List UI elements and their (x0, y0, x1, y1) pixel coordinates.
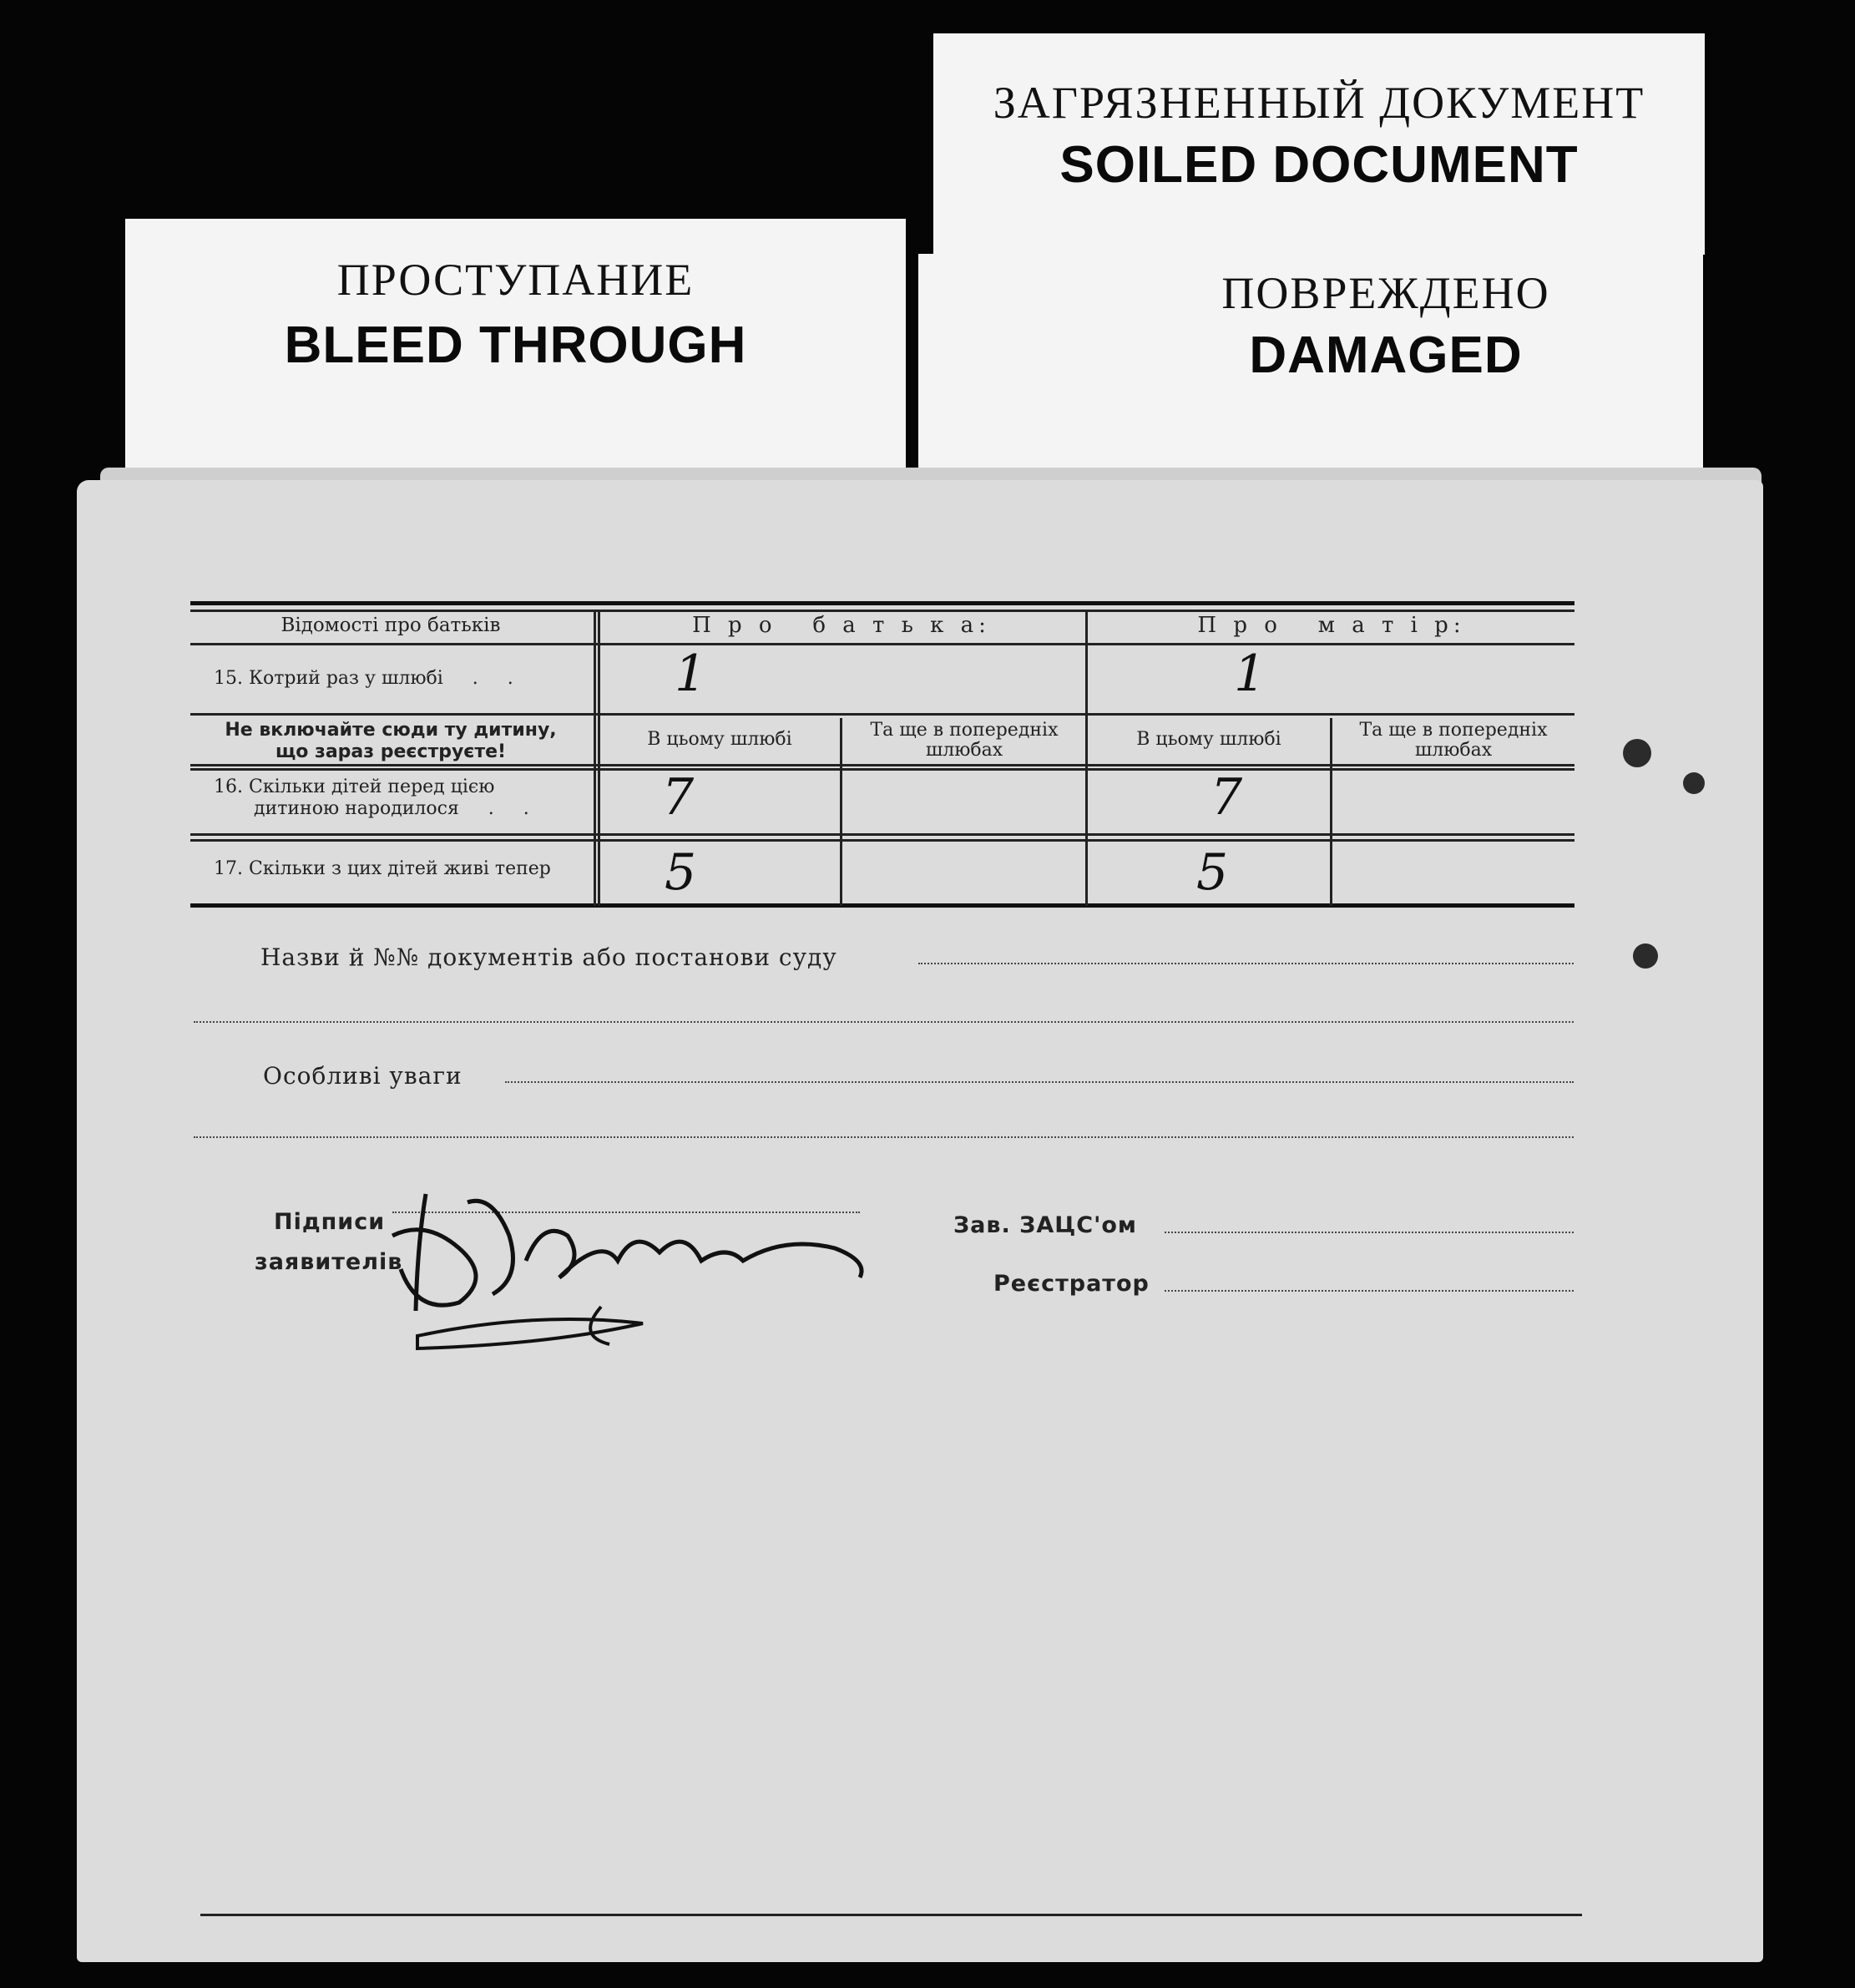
bleed-through-target (125, 219, 906, 494)
row16-label-line1: 16. Скільки дітей перед цією (214, 776, 495, 797)
documents-label: Назви й №№ документів або постанови суду (260, 943, 837, 971)
row17-label: 17. Скільки з цих дітей живі тепер (214, 858, 551, 879)
row16-mother-value: 7 (1211, 768, 1243, 827)
header-label: Відомості про батьків (281, 615, 501, 636)
handwritten-signature (367, 1169, 885, 1361)
mother-header: П р о м а т і р: (1197, 613, 1466, 638)
row17-mother-value: 5 (1196, 843, 1229, 902)
documents-line-2 (194, 1020, 1574, 1023)
damaged-en-text: DAMAGED (1249, 326, 1523, 384)
row15-label: 15. Котрий раз у шлюбі . . (214, 668, 513, 689)
row15-mother-value: 1 (1234, 645, 1266, 703)
bottom-rule (200, 1914, 1582, 1916)
soiled-document-target (933, 33, 1705, 255)
exclude-note-line2: що зараз реєструєте! (275, 741, 507, 762)
soiled-en-text: SOILED DOCUMENT (1059, 136, 1579, 194)
col-father-this-marriage: В цьому шлюбі (647, 729, 792, 750)
punch-hole (1683, 772, 1705, 794)
table-bottom-rule (190, 903, 1574, 908)
table-rule (190, 833, 1574, 836)
row16-father-value: 7 (662, 768, 695, 827)
registrar-label: Реєстратор (993, 1271, 1150, 1297)
table-col-divider (594, 610, 596, 906)
table-rule (190, 610, 1574, 612)
head-of-registry-line (1165, 1231, 1574, 1233)
father-header: П р о б а т ь к а: (692, 613, 991, 638)
punch-hole (1623, 739, 1651, 767)
table-rule (190, 839, 1574, 842)
col-mother-previous-line1: Та ще в попередніх (1359, 720, 1548, 741)
col-father-previous-line1: Та ще в попередніх (870, 720, 1059, 741)
col-mother-this-marriage: В цьому шлюбі (1136, 729, 1281, 750)
bleed-ru-text: ПРОСТУПАНИЕ (336, 255, 695, 305)
exclude-note-line1: Не включайте сюди ту дитину, (225, 720, 557, 741)
remarks-label: Особливі уваги (263, 1062, 462, 1090)
row17-father-value: 5 (665, 843, 697, 902)
signatures-label-line2: заявителів (255, 1249, 403, 1275)
table-col-divider (840, 718, 842, 906)
signatures-label-line1: Підписи (274, 1209, 386, 1235)
bleed-en-text: BLEED THROUGH (284, 316, 747, 374)
head-of-registry-label: Зав. ЗАЦС'ом (953, 1212, 1137, 1238)
row16-label-line2: дитиною народилося . . (254, 798, 529, 819)
documents-line (918, 962, 1574, 964)
remarks-line (505, 1080, 1574, 1083)
row15-father-value: 1 (675, 645, 707, 703)
table-rule (190, 768, 1574, 771)
col-father-previous-line2: шлюбах (925, 740, 1003, 761)
table-rule (190, 713, 1574, 716)
damaged-ru-text: ПОВРЕЖДЕНО (1221, 268, 1550, 318)
table-top-rule (190, 601, 1574, 605)
table-rule (190, 764, 1574, 766)
damaged-target (918, 254, 1703, 496)
registrar-line (1165, 1289, 1574, 1292)
table-col-divider (1085, 610, 1088, 906)
remarks-line-2 (194, 1136, 1574, 1138)
table-col-divider (598, 610, 600, 906)
punch-hole (1633, 943, 1658, 969)
table-rule (190, 643, 1574, 645)
soiled-ru-text: ЗАГРЯЗНЕННЫЙ ДОКУМЕНТ (993, 78, 1645, 128)
col-mother-previous-line2: шлюбах (1414, 740, 1493, 761)
